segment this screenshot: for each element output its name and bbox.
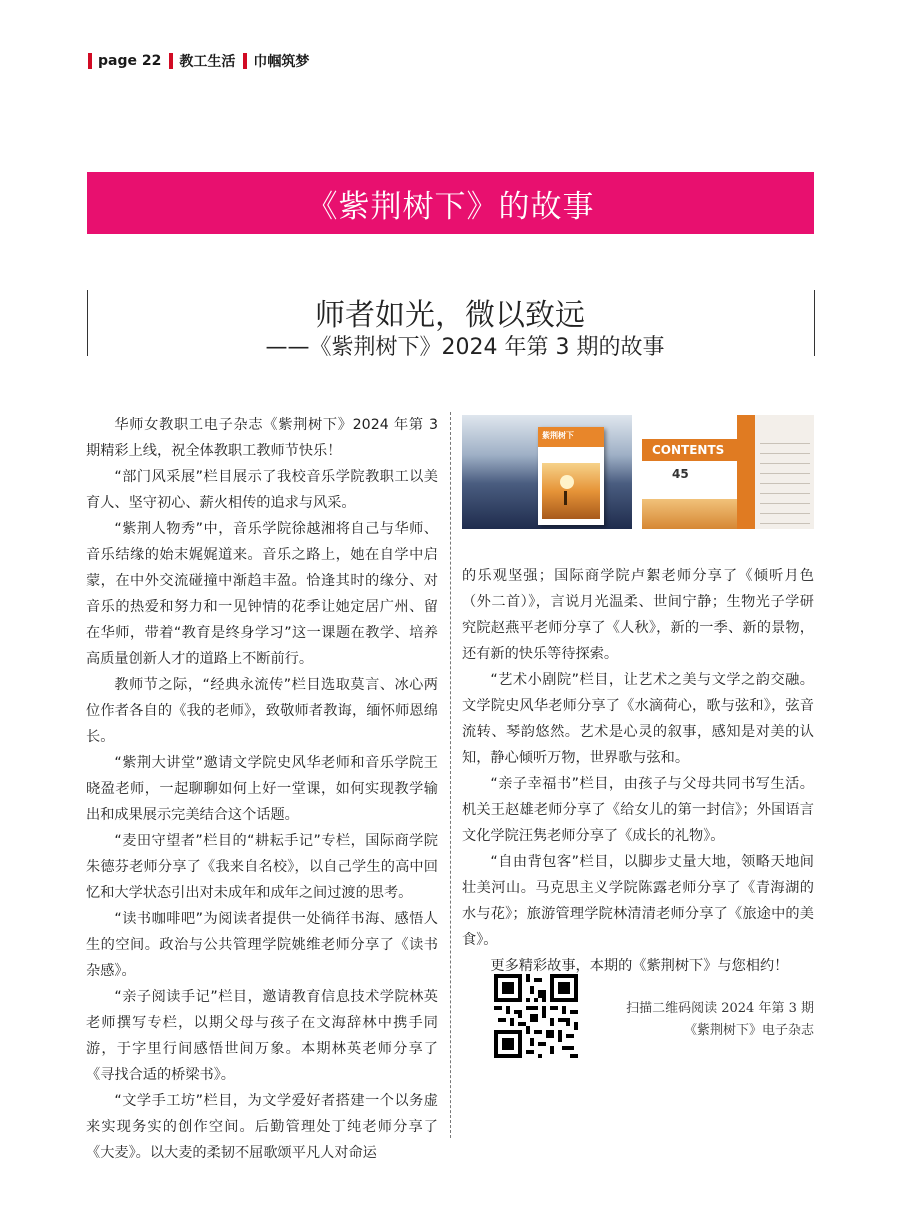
contents-band: [737, 415, 755, 529]
contents-issue: 45: [672, 467, 689, 481]
contents-photo: [642, 499, 737, 529]
paragraph: “亲子幸福书”栏目，由孩子与父母共同书写生活。机关王赵雄老师分享了《给女儿的第一封信》；外国语言文化学院汪隽老师分享了《成长的礼物》。: [462, 776, 814, 844]
qr-caption: [600, 998, 814, 1042]
qr-caption-line: 扫描二维码阅读 2024 年第 3 期: [626, 1001, 814, 1016]
right-column: [462, 563, 814, 979]
page-header: [88, 50, 317, 72]
paragraph: “亲子阅读手记”栏目，邀请教育信息技术学院林英老师撰写专栏，以期父母与孩子在文海辞林中携手同游，于字里行间感悟世间万象。本期林英老师分享了《寻找合适的桥梁书》。: [86, 989, 438, 1083]
magazine-cover-image: [462, 415, 632, 529]
contents-list: [760, 437, 810, 529]
paragraph: “文学手工坊”栏目，为文学爱好者搭建一个以务虚来实现务实的创作空间。后勤管理处丁纯老师分享了《大麦》。以大麦的柔韧不屈歌颂平凡人对命运: [86, 1093, 438, 1161]
title-rule-right: [814, 290, 815, 356]
banner-title: 《紫荆树下》的故事: [306, 188, 595, 225]
article-title: 师者如光，微以致远: [315, 298, 585, 333]
paragraph: “紫荆大讲堂”邀请文学院史风华老师和音乐学院王晓盈老师，一起聊聊如何上好一堂课，如何实现教学输出和成果展示完美结合这个话题。: [86, 755, 438, 823]
paragraph: “艺术小剧院”栏目，让艺术之美与文学之韵交融。文学院史风华老师分享了《水滴荷心，歌与弦和》，弦音流转、琴韵悠然。艺术是心灵的叙事，感知是对美的认知，静心倾听万物，世界歌与弦和。: [462, 672, 814, 766]
cover-photo: [542, 463, 600, 519]
paragraph: “部门风采展”栏目展示了我校音乐学院教职工以美育人、坚守初心、薪火相传的追求与风采。: [86, 469, 438, 511]
sun-icon: [560, 475, 574, 489]
qr-code-icon[interactable]: [494, 974, 578, 1058]
paragraph: 华师女教职工电子杂志《紫荆树下》2024 年第 3 期精彩上线，祝全体教职工教师节快乐！: [86, 417, 438, 459]
paragraph: “麦田守望者”栏目的“耕耘手记”专栏，国际商学院朱德芬老师分享了《我来自名校》，以自己学生的高中回忆和大学状态引出对未成年和成年之间过渡的思考。: [86, 833, 438, 901]
paragraph: “自由背包客”栏目，以脚步丈量大地，领略天地间壮美河山。马克思主义学院陈露老师分享了《青海湖的水与花》；旅游管理学院林清清老师分享了《旅途中的美食》。: [462, 854, 814, 948]
page-number: page 22: [98, 53, 162, 69]
header-marker: [169, 53, 173, 69]
column-divider: [450, 412, 451, 1138]
paragraph: 教师节之际，“经典永流传”栏目选取莫言、冰心两位作者各自的《我的老师》，致敬师者教诲，缅怀师恩绵长。: [86, 677, 438, 745]
header-marker: [243, 53, 247, 69]
column-name: 巾帼筑梦: [253, 54, 310, 70]
title-rule-left: [87, 290, 88, 356]
header-marker: [88, 53, 92, 69]
cover-title: 紫荆树下: [538, 427, 604, 447]
cover-book: [538, 427, 604, 525]
paragraph: “读书咖啡吧”为阅读者提供一处徜徉书海、感悟人生的空间。政治与公共管理学院姚维老师分享了《读书杂感》。: [86, 911, 438, 979]
left-column: [86, 412, 438, 1166]
paragraph: 的乐观坚强；国际商学院卢絮老师分享了《倾听月色（外二首）》，言说月光温柔、世间宁静；生物光子学研究院赵燕平老师分享了《人秋》，新的一季、新的景物，还有新的快乐等待探索。: [462, 568, 814, 662]
contents-label: CONTENTS: [642, 439, 737, 461]
magazine-contents-image: [642, 415, 814, 529]
article-subtitle: ——《紫荆树下》2024 年第 3 期的故事: [265, 335, 665, 360]
section-banner: [87, 172, 814, 234]
qr-caption-line: 《紫荆树下》电子杂志: [683, 1023, 814, 1038]
paragraph: “紫荆人物秀”中，音乐学院徐越湘将自己与华师、音乐结缘的始末娓娓道来。音乐之路上，她在自学中启蒙，在中外交流碰撞中渐趋丰盈。恰逢其时的缘分、对音乐的热爱和努力和一见钟情的花季让她定居广州、留在华师，带着“教育是终身学习”这一课题在教学、培养高质量创新人才的道路上不断前行。: [86, 521, 438, 667]
person-silhouette: [564, 491, 567, 505]
paragraph: 更多精彩故事，本期的《紫荆树下》与您相约！: [490, 958, 789, 974]
section-name: 教工生活: [179, 54, 236, 70]
